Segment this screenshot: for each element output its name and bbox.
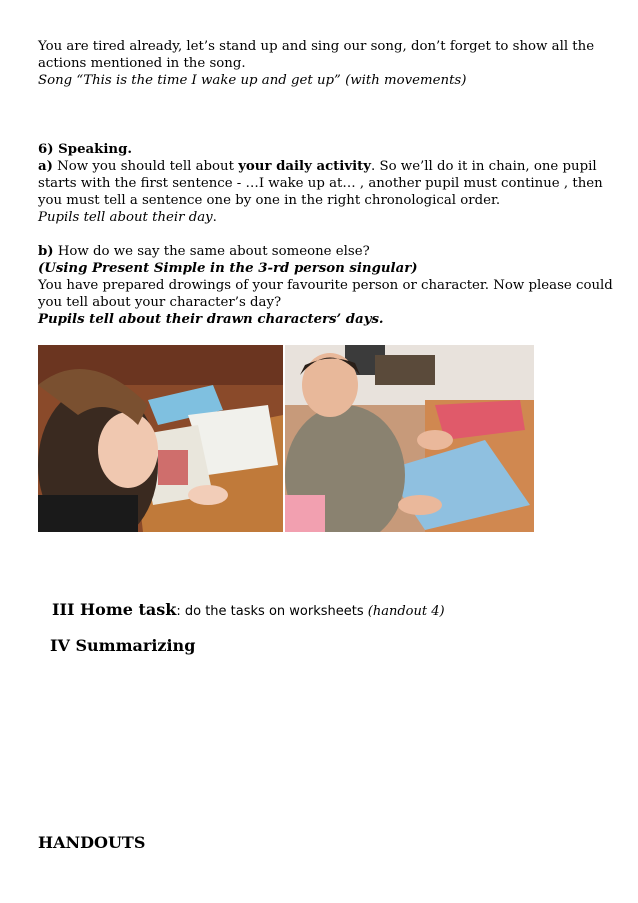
part-b-rule: (Using Present Simple in the 3-rd person singular) <box>38 261 418 276</box>
speaking-b-line-2: You have prepared drowings of your favourite person or character. Now please could <box>38 278 613 293</box>
part-b-note: Pupils tell about their drawn characters’ days. <box>38 312 384 327</box>
part-a-text-1: Now you should tell about <box>52 159 239 174</box>
part-b-label: b) <box>38 244 54 259</box>
photo-girl-illustration <box>38 345 283 532</box>
home-task-colon: : <box>176 604 181 619</box>
intro-line-2: actions mentioned in the song. <box>38 56 246 71</box>
part-a-bold: your daily activity <box>238 159 372 174</box>
home-task-note: (handout 4) <box>367 604 445 619</box>
song-title: Song “This is the time I wake up and get up” (with movements) <box>38 73 467 88</box>
photo-girl-with-drawing <box>38 345 283 532</box>
part-a-note-end: . <box>212 210 217 225</box>
part-b-text: How do we say the same about someone else? <box>53 244 370 259</box>
home-task-line <box>52 601 445 620</box>
part-a-text-2: . So we’ll do it in chain, one pupil <box>371 159 597 174</box>
part-a-label: a) <box>38 159 53 174</box>
speaking-b-line-1 <box>38 243 608 260</box>
home-task-text: do the tasks on worksheets <box>180 604 368 619</box>
blank-line <box>38 226 608 243</box>
home-task-heading: III Home task <box>52 600 177 619</box>
speaking-a-line-2: starts with the first sentence - …I wake up at… , another pupil must continue , then <box>38 176 603 191</box>
intro-line-1: You are tired already, let’s stand up and sing our song, don’t forget to show all the <box>38 39 595 54</box>
classroom-photos <box>38 345 534 532</box>
speaking-a-line-1 <box>38 158 608 175</box>
summarizing-heading: IV Summarizing <box>50 636 196 655</box>
handouts-heading: HANDOUTS <box>38 833 146 852</box>
speaking-a-line-3: you must tell a sentence one by one in the right chronological order. <box>38 193 501 208</box>
photo-boy-with-drawing <box>285 345 534 532</box>
speaking-a-note <box>38 209 608 226</box>
speaking-section <box>38 141 613 328</box>
intro-block <box>38 38 608 89</box>
part-a-note: Pupils tell about their day <box>38 210 213 225</box>
speaking-b-line-3: you tell about your character’s day? <box>38 295 282 310</box>
speaking-heading: 6) Speaking. <box>38 142 133 157</box>
photo-boy-illustration <box>285 345 534 532</box>
